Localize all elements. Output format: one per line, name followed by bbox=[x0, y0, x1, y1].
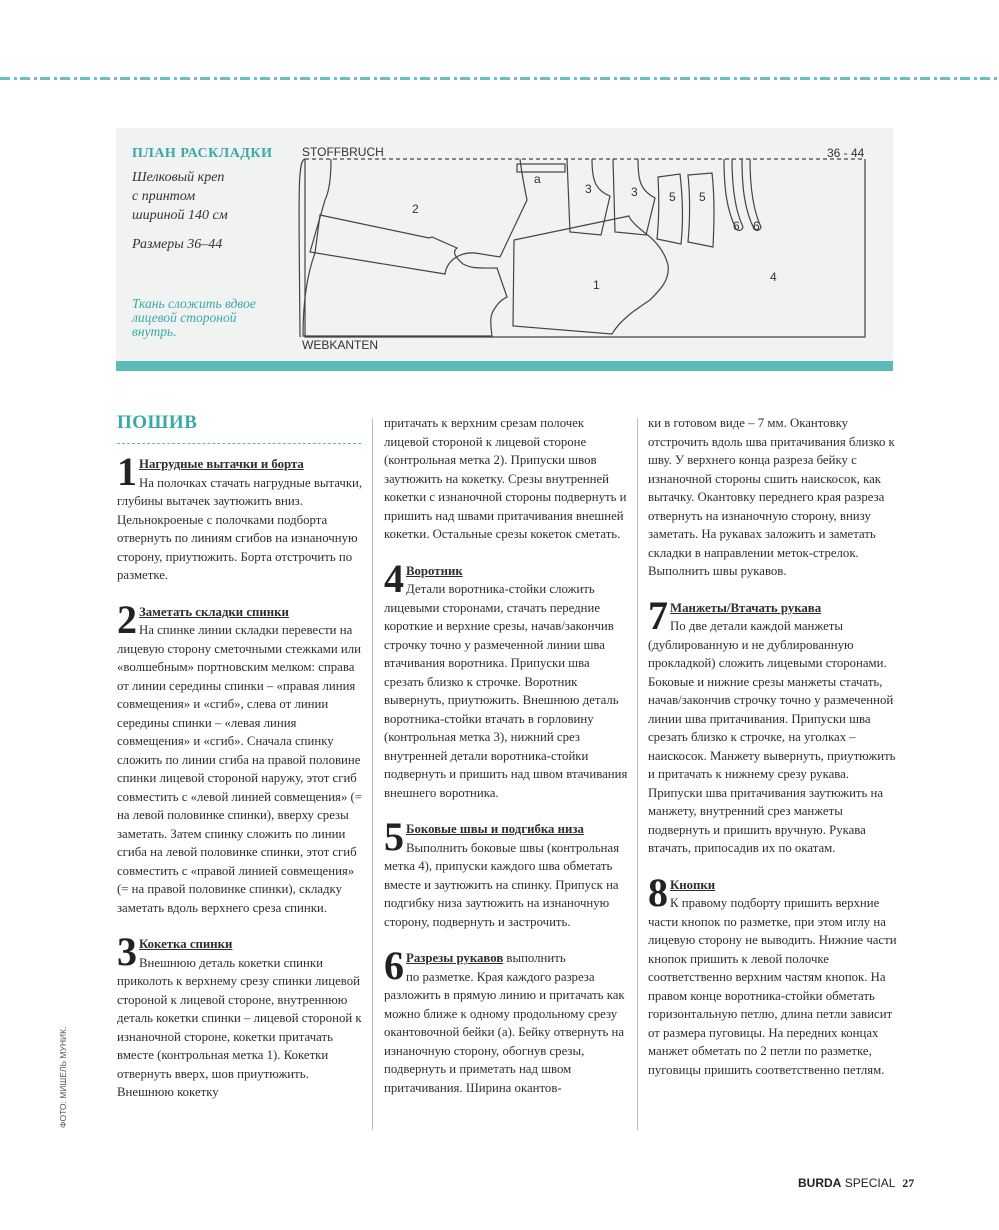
step-2 bbox=[117, 596, 363, 918]
layout-plan-title: ПЛАН РАСКЛАДКИ bbox=[132, 146, 273, 161]
fold-line-label: STOFFBRUCH bbox=[302, 145, 384, 159]
step-text: притачать к верхним срезам полочек лицевой стороной к лицевой стороне (контрольная метка 2). Припуски швов заутюжить на кокетку. Срезы внутренней кокетки с изнаночной стороны подвернуть и пришить над швами притачивания внешней кокетки. Остальные срезы кокеток сметать. bbox=[384, 416, 627, 541]
step-heading: Нагрудные вытачки и борта bbox=[139, 457, 304, 471]
step-text: На полочках стачать нагрудные вытачки, глубины вытачек заутюжить вниз. Цельнокроеные с полочками подборта отвернуть по линиям сгибов на изнаночную сторону, приутюжить. Борта отстрочить по разметке. bbox=[117, 475, 363, 582]
section-divider bbox=[117, 443, 361, 444]
column-divider bbox=[637, 418, 638, 1130]
step-7 bbox=[648, 592, 898, 858]
piece-label: 6 bbox=[753, 219, 760, 233]
step-number: 7 bbox=[648, 592, 668, 638]
page-number: 27 bbox=[902, 1176, 915, 1190]
piece-label: a bbox=[534, 172, 541, 186]
step-number: 3 bbox=[117, 929, 137, 974]
fabric-line: с принтом bbox=[132, 189, 196, 204]
step-1 bbox=[117, 449, 363, 585]
step-heading: Разрезы рукавов bbox=[406, 951, 504, 965]
text-column-2 bbox=[384, 414, 630, 1115]
note-line: Ткань сложить вдвое bbox=[132, 296, 256, 311]
text-column-1 bbox=[117, 449, 363, 1120]
cutting-layout-diagram bbox=[295, 140, 885, 355]
step-number: 8 bbox=[648, 869, 668, 915]
fold-note bbox=[132, 297, 292, 339]
step-4 bbox=[384, 555, 630, 803]
column-divider bbox=[372, 418, 373, 1130]
piece-label: 5 bbox=[669, 190, 676, 204]
step-text: Внешнюю деталь кокетки спинки приколоть к верхнему срезу спинки лицевой стороной к лицевой стороне, внутреннюю деталь кокетки спинки – лицевой стороной к изнаночной стороне, кокетки притачать вместе (контрольная метка 1). Кокетки отвернуть вверх, шов приутюжить. Внешнюю кокетку bbox=[117, 955, 362, 1099]
fabric-line: Шелковый креп bbox=[132, 170, 225, 185]
sizes-label: Размеры 36–44 bbox=[132, 237, 223, 252]
step-number: 5 bbox=[384, 814, 404, 859]
piece-label: 3 bbox=[585, 182, 592, 196]
text-column-3 bbox=[648, 414, 898, 1097]
step-number: 4 bbox=[384, 555, 404, 601]
step-text: Выполнить боковые швы (контрольная метка 4), припуски каждого шва обметать вместе и заутюжить на спинку. Припуск на подгибку низа заутюжить на изнаночную сторону, подвернуть и застрочить. bbox=[384, 840, 620, 929]
step-6 bbox=[384, 943, 630, 1097]
step-3-continued bbox=[384, 414, 630, 544]
step-text: ки в готовом виде – 7 мм. Окантовку отстрочить вдоль шва притачивания близко к шву. У верхнего конца разреза бейку с изнаночной стороны сшить наискосок, как вытачку. Окантовку переднего края разреза отвернуть на изнаночную сторону, внизу заметать. На рукавах заложить и заметать складки в направлении меток-стрелок. Выполнить швы рукавов. bbox=[648, 416, 895, 578]
accent-bar bbox=[116, 361, 893, 371]
note-line: лицевой стороной bbox=[132, 310, 237, 325]
piece-label: 2 bbox=[412, 202, 419, 216]
step-heading: Боковые швы и подгибка низа bbox=[406, 822, 584, 836]
piece-label: 5 bbox=[699, 190, 706, 204]
step-heading: Воротник bbox=[406, 563, 463, 578]
step-heading: Кнопки bbox=[670, 877, 716, 892]
step-8 bbox=[648, 869, 898, 1080]
magazine-brand: BURDA bbox=[798, 1176, 842, 1190]
step-text: К правому подборту пришить верхние части кнопок по разметке, при этом иглу на лицевую сторону не выводить. Нижние части кнопок пришить к левой полочке соответственно верхним частям кнопок. На правом конце воротника-стойки обметать горизонтальную петлю, длина петли зависит от размера пуговицы. На передних концах манжет обметать по 2 петли по разметке, пуговицы пришить соответственно петлям. bbox=[648, 896, 897, 1077]
step-heading: Кокетка спинки bbox=[139, 937, 233, 951]
page-footer bbox=[798, 1176, 914, 1191]
step-heading-suffix: выполнить bbox=[503, 951, 566, 965]
photo-credit: ФОТО: МИШЕЛЬ МУНИК. bbox=[58, 1026, 68, 1128]
step-number: 2 bbox=[117, 596, 137, 642]
size-range-label: 36 - 44 bbox=[827, 146, 865, 160]
piece-label: 3 bbox=[631, 185, 638, 199]
piece-label: 4 bbox=[770, 270, 777, 284]
step-3 bbox=[117, 929, 363, 1102]
layout-plan-info bbox=[132, 146, 292, 339]
note-line: внутрь. bbox=[132, 324, 177, 339]
piece-label: 1 bbox=[593, 278, 600, 292]
step-5 bbox=[384, 814, 630, 931]
piece-label: 6 bbox=[733, 219, 740, 233]
magazine-section: SPECIAL bbox=[844, 1176, 895, 1190]
selvedge-label: WEBKANTEN bbox=[302, 338, 379, 352]
fabric-description bbox=[132, 168, 292, 225]
step-text: Детали воротника-стойки сложить лицевыми сторонами, стачать передние короткие и верхние срезы, начав/закончив строчку точно у размеченной линии шва втачивания воротника. Припуски шва срезать близко к строчке. Воротник вывернуть, приутюжить. Внешнюю деталь воротника-стойки втачать в горловину (контрольная метка 3), нижний срез внутренней детали воротника-стойки подвернуть и пришить над швом втачивания внешнего воротника. bbox=[384, 582, 628, 800]
decorative-stitch-line bbox=[0, 77, 999, 80]
step-text: По две детали каждой манжеты (дублированную и не дублированную прокладкой) сложить лицевыми сторонами. Боковые и нижние срезы манжеты стачать, начав/закончив строчку точно у размеченной линии шва притачивания. Припуски шва срезать близко к строчке, на уголках – наискосок. Манжету вывернуть, приутюжить и притачать к нижнему срезу рукава. Припуски шва притачивания заутюжить на манжету, внутренний срез манжеты подвернуть и пришить вручную. Рукава втачать, припосадив их по окатам. bbox=[648, 619, 896, 855]
step-number: 6 bbox=[384, 943, 404, 988]
fabric-line: шириной 140 см bbox=[132, 208, 228, 223]
step-6-continued bbox=[648, 414, 898, 581]
step-text: по разметке. Края каждого разреза разложить в прямую линию и притачать как можно ближе к одному продольному срезу окантовочной бейки (а). Бейку отвернуть на изнаночную сторону, обогнув срезы, подвернуть и приметать над швом притачивания. Ширина окантов- bbox=[384, 969, 625, 1095]
section-title: ПОШИВ bbox=[117, 412, 198, 433]
step-heading: Манжеты/Втачать рукава bbox=[670, 600, 822, 615]
step-text: На спинке линии складки перевести на лицевую сторону сметочными стежками или «волшебным» портновским мелком: справа от линии середины спинки – «правая линия совмещения» и «сгиб», слева от линии середины спинки – «левая линия совмещения» и «сгиб». Сначала спинку сложить по линии сгиба на правой половине спинки лицевой стороной наружу, этот сгиб совместить с «левой линией совмещения» (= на левой половинке спинки), вверху срезы заметать. Затем спинку сложить по линии сгиба на левой половинке спинки, этот сгиб совместить с «правой линией совмещения» (= на правой половинке спинки), складку заметать вдоль верхнего среза спинки. bbox=[117, 623, 363, 915]
step-heading: Заметать складки спинки bbox=[139, 604, 289, 619]
step-number: 1 bbox=[117, 449, 137, 494]
